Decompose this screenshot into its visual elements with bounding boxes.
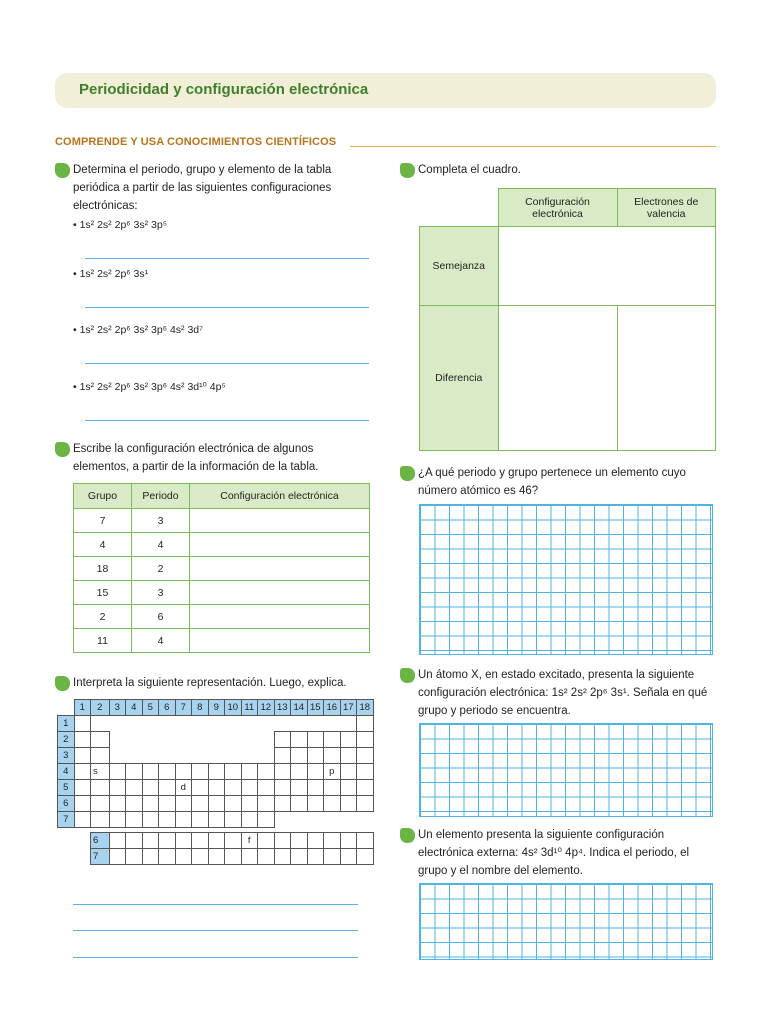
column-header: Electrones de valencia — [617, 189, 716, 227]
group-number: 14 — [291, 700, 308, 716]
question-1-text: Determina el periodo, grupo y elemento de la tabla periódica a partir de las siguientes configuraciones electrónicas: — [73, 164, 332, 212]
group-cell: 18 — [74, 557, 132, 581]
group-number: 11 — [241, 700, 258, 716]
answer-cell[interactable] — [617, 306, 716, 451]
question-bullet-icon — [55, 163, 70, 178]
period-number: 2 — [58, 732, 75, 748]
group-period-table — [73, 483, 370, 653]
period-number: 6 — [58, 796, 75, 812]
config-text: 1s² 2s² 2p⁶ 3s² 3p⁵ — [79, 219, 168, 231]
table-row — [74, 605, 370, 629]
group-number: 1 — [74, 700, 91, 716]
section-heading: COMPRENDE Y USA CONOCIMIENTOS CIENTÍFICOS — [55, 136, 337, 148]
s-block-label: s — [91, 764, 110, 780]
table-row — [74, 533, 370, 557]
config-input-cell[interactable] — [190, 605, 370, 629]
answer-grid[interactable] — [419, 723, 713, 817]
f-period-number: 6 — [91, 833, 110, 849]
config-item: • 1s² 2s² 2p⁶ 3s² 3p⁵ — [73, 219, 168, 231]
answer-line[interactable] — [85, 420, 369, 421]
comparison-table — [419, 188, 716, 451]
answer-line[interactable] — [73, 904, 358, 905]
group-cell: 15 — [74, 581, 132, 605]
config-item: • 1s² 2s² 2p⁶ 3s² 3p⁶ 4s² 3d⁷ — [73, 324, 203, 336]
table-row — [74, 629, 370, 653]
config-item: • 1s² 2s² 2p⁶ 3s² 3p⁶ 4s² 3d¹⁰ 4p⁵ — [73, 381, 226, 393]
question-6-text-b: . Señala en qué grupo y periodo se encuentra. — [418, 687, 708, 717]
period-cell: 3 — [132, 581, 190, 605]
period-number: 3 — [58, 748, 75, 764]
group-number: 12 — [258, 700, 275, 716]
config-input-cell[interactable] — [190, 557, 370, 581]
group-number: 4 — [126, 700, 143, 716]
group-number: 8 — [192, 700, 209, 716]
period-cell: 2 — [132, 557, 190, 581]
answer-line[interactable] — [85, 258, 369, 259]
question-6-text-a: Un átomo X, en estado excitado, presenta la siguiente configuración electrónica: — [418, 669, 695, 699]
question-bullet-icon — [55, 442, 70, 457]
answer-line[interactable] — [85, 363, 369, 364]
question-bullet-icon — [55, 676, 70, 691]
table-row — [74, 509, 370, 533]
period-cell: 3 — [132, 509, 190, 533]
periodic-table-diagram — [57, 699, 374, 865]
table-header: Configuración electrónica — [190, 484, 370, 509]
config-input-cell[interactable] — [190, 581, 370, 605]
question-bullet-icon — [400, 466, 415, 481]
group-number: 2 — [91, 700, 110, 716]
question-5-text: ¿A qué periodo y grupo pertenece un elemento cuyo número atómico es 46? — [418, 467, 686, 497]
page-title: Periodicidad y configuración electrónica — [79, 81, 369, 98]
config-input-cell[interactable] — [190, 533, 370, 557]
period-cell: 4 — [132, 629, 190, 653]
group-number: 16 — [324, 700, 341, 716]
config-input-cell[interactable] — [190, 509, 370, 533]
group-cell: 2 — [74, 605, 132, 629]
question-7-text-b: . Indica el periodo, el grupo y el nombre del elemento. — [418, 847, 690, 877]
question-7-text-a: Un elemento presenta la siguiente configuración electrónica externa: — [418, 829, 665, 859]
group-number: 6 — [159, 700, 176, 716]
period-number: 5 — [58, 780, 75, 796]
column-header: Configuración electrónica — [498, 189, 617, 227]
group-cell: 11 — [74, 629, 132, 653]
p-block-label: p — [324, 764, 341, 780]
period-cell: 4 — [132, 533, 190, 557]
group-number: 17 — [340, 700, 357, 716]
config-item: • 1s² 2s² 2p⁶ 3s¹ — [73, 268, 149, 280]
answer-cell[interactable] — [498, 306, 617, 451]
answer-grid[interactable] — [419, 504, 713, 655]
d-block-label: d — [175, 780, 192, 796]
group-number: 7 — [175, 700, 192, 716]
period-number: 4 — [58, 764, 75, 780]
group-number: 9 — [208, 700, 225, 716]
group-cell: 7 — [74, 509, 132, 533]
period-number: 7 — [58, 812, 75, 828]
period-number: 1 — [58, 716, 75, 732]
group-number: 15 — [307, 700, 324, 716]
group-cell: 4 — [74, 533, 132, 557]
group-number: 10 — [225, 700, 242, 716]
answer-line[interactable] — [85, 307, 369, 308]
group-number: 18 — [357, 700, 374, 716]
period-cell: 6 — [132, 605, 190, 629]
answer-line[interactable] — [73, 957, 358, 958]
question-3-text: Interpreta la siguiente representación. Luego, explica. — [73, 677, 347, 689]
answer-grid[interactable] — [419, 883, 713, 960]
group-number: 5 — [142, 700, 159, 716]
question-6-text — [418, 666, 718, 720]
table-row — [74, 581, 370, 605]
f-period-number: 7 — [91, 849, 110, 865]
row-header: Diferencia — [420, 306, 499, 451]
question-7-text — [418, 826, 718, 880]
question-bullet-icon — [400, 668, 415, 683]
table-header: Periodo — [132, 484, 190, 509]
config-text: 1s² 2s² 2p⁶ 3s¹ — [551, 687, 627, 699]
config-text: 4s² 3d¹⁰ 4p⁴ — [521, 847, 583, 859]
config-text: 1s² 2s² 2p⁶ 3s¹ — [79, 268, 149, 280]
answer-line[interactable] — [73, 930, 358, 931]
row-header: Semejanza — [420, 227, 499, 306]
question-4-text: Completa el cuadro. — [418, 164, 521, 176]
f-block-label: f — [241, 833, 258, 849]
question-2-text: Escribe la configuración electrónica de algunos elementos, a partir de la información de la tabla. — [73, 443, 319, 473]
question-bullet-icon — [400, 163, 415, 178]
section-divider — [350, 146, 716, 147]
config-text: 1s² 2s² 2p⁶ 3s² 3p⁶ 4s² 3d¹⁰ 4p⁵ — [79, 381, 226, 393]
group-number: 13 — [274, 700, 291, 716]
table-header: Grupo — [74, 484, 132, 509]
config-input-cell[interactable] — [190, 629, 370, 653]
group-number: 3 — [109, 700, 126, 716]
question-bullet-icon — [400, 828, 415, 843]
config-text: 1s² 2s² 2p⁶ 3s² 3p⁶ 4s² 3d⁷ — [79, 324, 203, 336]
answer-cell[interactable] — [498, 227, 716, 306]
table-row — [74, 557, 370, 581]
